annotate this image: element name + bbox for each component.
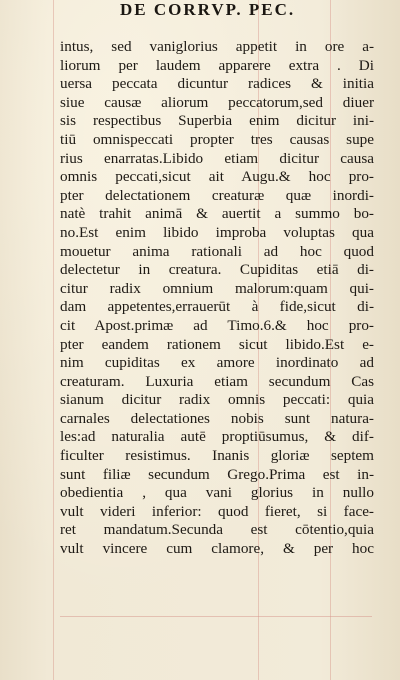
- text-line: cit Apost.primæ ad Timo.6.& hoc pro-: [60, 316, 374, 334]
- text-line: ret mandatum.Secunda est cōtentio,quia: [60, 521, 374, 539]
- text-line: natè trahit animā & auertit a summo bo-: [60, 205, 374, 223]
- text-line: nim cupiditas ex amore inordinato ad: [60, 354, 374, 372]
- text-line: pter delectationem creaturæ quæ inordi-: [60, 186, 374, 204]
- bottom-rule: [60, 616, 372, 617]
- text-line: citur radix omnium malorum:quam qui-: [60, 279, 374, 297]
- text-line: tiū omnispeccati propter tres causas supe: [60, 130, 374, 148]
- text-line: omnis peccati,sicut ait Augu.& hoc pro-: [60, 168, 374, 186]
- text-line: siue causæ aliorum peccatorum,sed diuer: [60, 93, 374, 111]
- text-line: sunt filiæ secundum Grego.Prima est in-: [60, 465, 374, 483]
- text-line: no.Est enim libido improba voluptas qua: [60, 223, 374, 241]
- body-text: [60, 38, 374, 559]
- text-line: vult vincere cum clamore, & per hoc: [60, 540, 374, 558]
- text-line: rius enarratas.Libido etiam dicitur causa: [60, 149, 374, 167]
- text-line: sianum dicitur radix omnis peccati: quia: [60, 391, 374, 409]
- text-line: mouetur anima rationali ad hoc quod: [60, 242, 374, 260]
- text-line: vult videri inferior: quod fieret, si face-: [60, 502, 374, 520]
- text-line: liorum per laudem apparere extra . Di: [60, 56, 374, 74]
- text-line: carnales delectationes nobis sunt natura-: [60, 409, 374, 427]
- text-line: obedientia , qua vani glorius in nullo: [60, 484, 374, 502]
- text-line: ficulter resistimus. Inanis gloriæ septem: [60, 447, 374, 465]
- text-line: uersa peccata dicuntur radices & initia: [60, 75, 374, 93]
- ruled-guide-line: [53, 0, 54, 680]
- text-line: sis respectibus Superbia enim dicitur ini-: [60, 112, 374, 130]
- text-line: pter eandem rationem sicut libido.Est e-: [60, 335, 374, 353]
- text-line: dam appetentes,errauerūt à fide,sicut di-: [60, 298, 374, 316]
- text-line: intus, sed vaniglorius appetit in ore a-: [60, 38, 374, 55]
- text-line: les:ad naturalia autē proptiūsumus, & dif-: [60, 428, 374, 446]
- running-title: DE CORRVP. PEC.: [120, 0, 296, 19]
- text-line: delectetur in creatura. Cupiditas etiā di-: [60, 261, 374, 279]
- text-line: creaturam. Luxuria etiam secundum Cas: [60, 372, 374, 390]
